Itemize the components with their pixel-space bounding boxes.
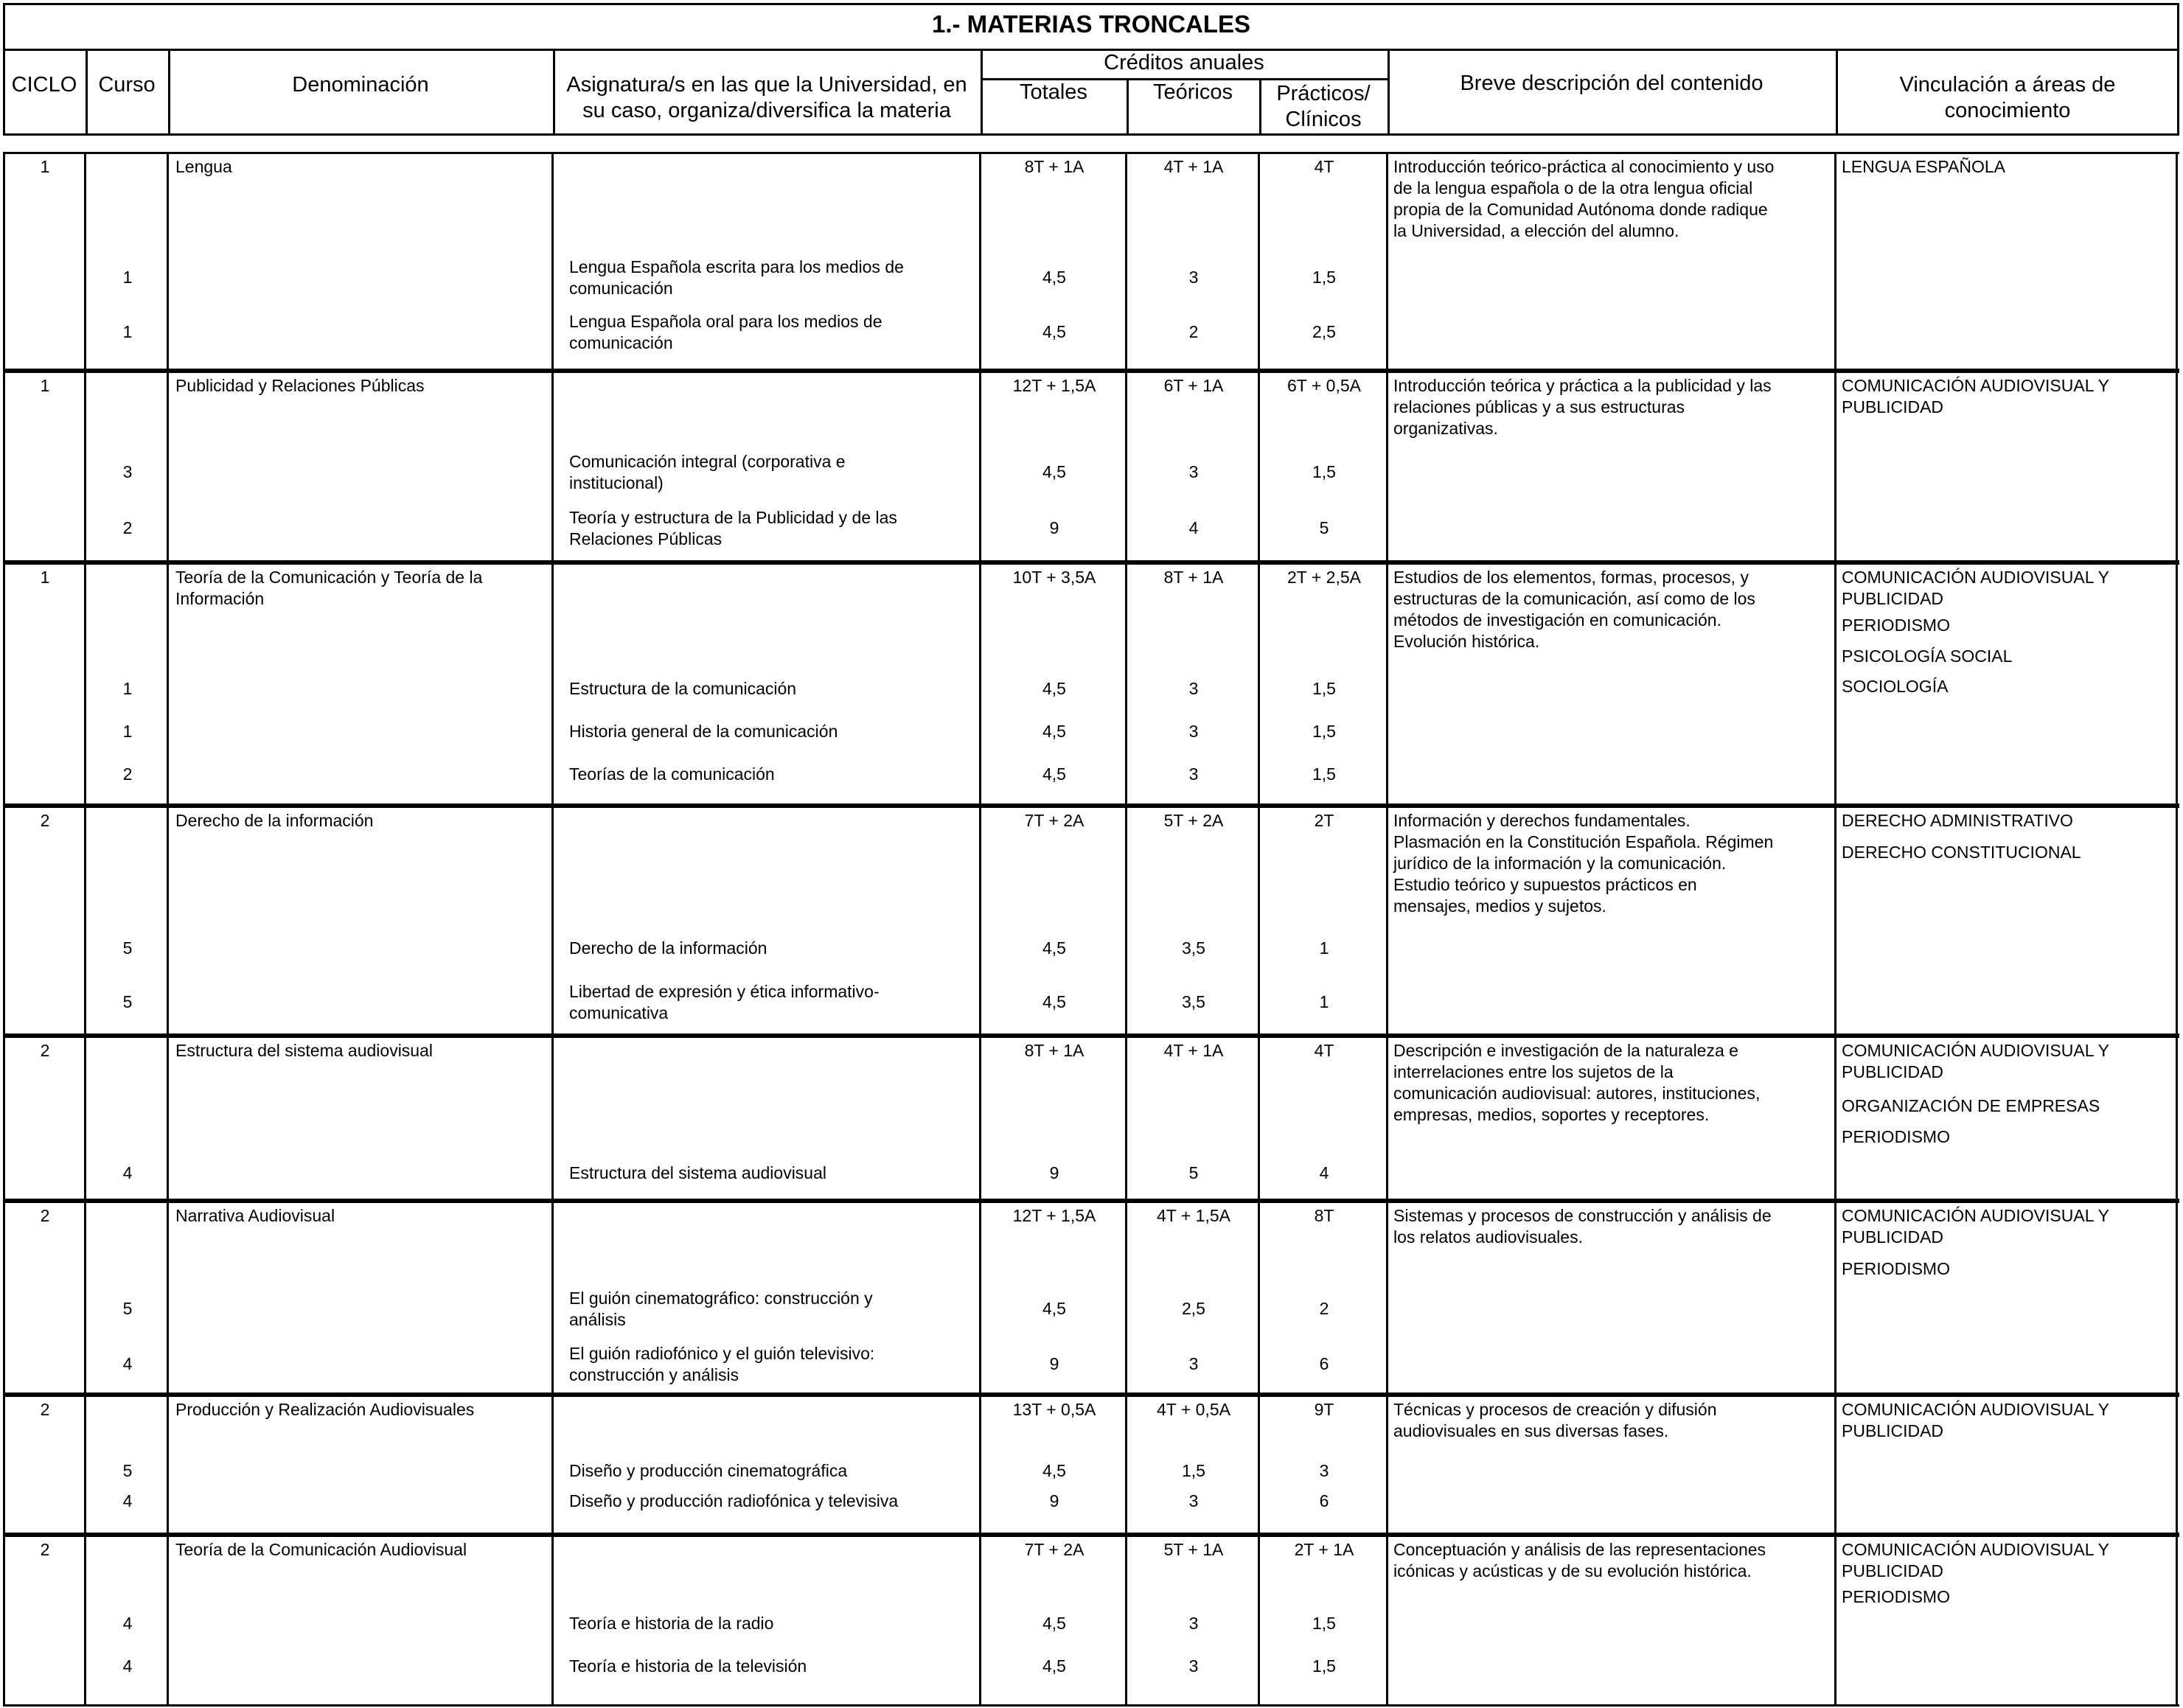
asignatura-name: Derecho de la información <box>569 938 767 958</box>
creditos-practicos: 9T <box>1314 1400 1334 1419</box>
ciclo-cell: 2 <box>40 1041 50 1060</box>
column-divider <box>1834 1535 1836 1707</box>
header-curso: Curso <box>98 73 156 97</box>
subject-curso: 5 <box>122 938 133 958</box>
column-divider <box>2176 562 2178 806</box>
column-divider <box>1834 1395 1836 1535</box>
row-border-top <box>3 562 2179 565</box>
column-divider <box>1125 806 1127 1036</box>
column-divider <box>84 1201 86 1395</box>
column-divider <box>1386 1036 1388 1201</box>
column-divider <box>551 1395 554 1535</box>
subject-curso: 5 <box>122 1461 133 1480</box>
page-title: 1.- MATERIAS TRONCALES <box>931 10 1251 38</box>
column-divider <box>1258 152 1260 371</box>
column-divider <box>1258 1201 1260 1395</box>
subject-teoricos: 3 <box>1188 1614 1199 1633</box>
materia-denominacion: Lengua <box>175 157 232 176</box>
subject-curso: 1 <box>122 268 133 287</box>
creditos-totales: 8T + 1A <box>1024 1041 1084 1060</box>
column-divider <box>84 152 86 371</box>
header-border-bottom <box>3 133 2179 136</box>
asignatura-name: Historia general de la comunicación <box>569 722 838 741</box>
column-divider <box>1258 806 1260 1036</box>
asignatura-name: El guión cinematográfico: construcción y análisis <box>569 1289 873 1329</box>
column-divider <box>1834 1036 1836 1201</box>
column-divider <box>1258 1036 1260 1201</box>
column-divider <box>551 806 554 1036</box>
subject-curso: 5 <box>122 1299 133 1318</box>
column-divider <box>1125 1201 1127 1395</box>
materia-denominacion: Narrativa Audiovisual <box>175 1206 335 1225</box>
column-divider <box>1834 371 1836 562</box>
subject-practicos: 1,5 <box>1312 268 1336 287</box>
column-divider <box>1125 1535 1127 1707</box>
column-divider <box>979 1535 981 1707</box>
header-ciclo: CICLO <box>11 73 77 97</box>
descripcion-contenido: Introducción teórico-práctica al conocimiento y uso de la lengua española o de la otra lengua oficial propia de la Comunidad Autónoma donde radique la Universidad, a elección del alumno. <box>1393 157 1775 240</box>
subject-teoricos: 3 <box>1188 462 1199 481</box>
descripcion-contenido: Estudios de los elementos, formas, procesos, y estructuras de la comunicación, así como de los métodos de investigación en comunicación. Evolución histórica. <box>1393 568 1755 651</box>
subject-practicos: 1,5 <box>1312 462 1336 481</box>
subject-curso: 4 <box>122 1163 133 1182</box>
area-conocimiento: PERIODISMO <box>1842 1259 1950 1278</box>
subject-practicos: 1,5 <box>1312 722 1336 741</box>
column-divider <box>3 1036 5 1201</box>
subject-teoricos: 4 <box>1188 518 1199 537</box>
subject-totales: 4,5 <box>1042 462 1066 481</box>
subject-curso: 4 <box>122 1656 133 1676</box>
column-divider <box>979 806 981 1036</box>
column-divider <box>2176 806 2178 1036</box>
column-divider <box>84 1535 86 1707</box>
header-denominacion: Denominación <box>292 73 429 97</box>
asignatura-name: Comunicación integral (corporativa e institucional) <box>569 452 846 492</box>
column-divider <box>2176 1201 2178 1395</box>
asignatura-name: Lengua Española oral para los medios de comunicación <box>569 312 882 352</box>
materia-denominacion: Teoría de la Comunicación Audiovisual <box>175 1540 467 1559</box>
column-divider <box>84 562 86 806</box>
subject-teoricos: 3 <box>1188 722 1199 741</box>
subject-practicos: 1 <box>1319 992 1329 1011</box>
subject-totales: 4,5 <box>1042 992 1066 1011</box>
creditos-teoricos: 8T + 1A <box>1163 568 1224 587</box>
asignatura-name: Estructura del sistema audiovisual <box>569 1163 826 1182</box>
subject-teoricos: 2,5 <box>1182 1299 1205 1318</box>
subject-curso: 1 <box>122 322 133 341</box>
area-conocimiento: LENGUA ESPAÑOLA <box>1842 157 2005 176</box>
column-divider <box>979 1036 981 1201</box>
column-divider <box>2176 1036 2178 1201</box>
subject-teoricos: 3 <box>1188 1354 1199 1373</box>
column-divider <box>1834 562 1836 806</box>
area-conocimiento: COMUNICACIÓN AUDIOVISUAL Y PUBLICIDAD <box>1842 1400 2109 1440</box>
row-border-bottom <box>3 1704 2179 1707</box>
row-border-top <box>3 806 2179 808</box>
column-divider <box>551 1535 554 1707</box>
asignatura-name: Diseño y producción radiofónica y televisiva <box>569 1491 899 1510</box>
header-creditos-anuales: Créditos anuales <box>1104 51 1264 74</box>
creditos-totales: 7T + 2A <box>1024 811 1084 830</box>
column-divider <box>3 562 5 806</box>
subject-curso: 4 <box>122 1491 133 1510</box>
creditos-teoricos: 6T + 1A <box>1163 376 1224 395</box>
header-vinculacion: Vinculación a áreas de conocimiento <box>1899 73 2116 122</box>
column-divider <box>84 371 86 562</box>
ciclo-cell: 2 <box>40 1400 50 1419</box>
creditos-practicos: 2T + 1A <box>1294 1540 1354 1559</box>
subject-totales: 9 <box>1049 518 1059 537</box>
column-divider <box>3 806 5 1036</box>
ciclo-cell: 1 <box>40 568 50 587</box>
column-divider <box>979 1395 981 1535</box>
column-divider <box>2176 152 2178 371</box>
subject-totales: 4,5 <box>1042 1299 1066 1318</box>
descripcion-contenido: Conceptuación y análisis de las representaciones icónicas y acústicas y de su evolución histórica. <box>1393 1540 1766 1580</box>
area-conocimiento: COMUNICACIÓN AUDIOVISUAL Y PUBLICIDAD <box>1842 1206 2109 1247</box>
materia-denominacion: Publicidad y Relaciones Públicas <box>175 376 425 395</box>
subject-curso: 5 <box>122 992 133 1011</box>
column-divider <box>1125 1395 1127 1535</box>
area-conocimiento: COMUNICACIÓN AUDIOVISUAL Y PUBLICIDAD <box>1842 1041 2109 1081</box>
subject-curso: 2 <box>122 764 133 784</box>
column-divider <box>84 806 86 1036</box>
subject-teoricos: 2 <box>1188 322 1199 341</box>
subject-curso: 1 <box>122 722 133 741</box>
asignatura-name: Teoría y estructura de la Publicidad y de las Relaciones Públicas <box>569 508 897 548</box>
column-divider <box>1386 1201 1388 1395</box>
ciclo-cell: 1 <box>40 376 50 395</box>
column-divider <box>1125 371 1127 562</box>
subject-totales: 9 <box>1049 1354 1059 1373</box>
column-divider <box>551 1201 554 1395</box>
subject-practicos: 1 <box>1319 938 1329 958</box>
column-divider <box>1258 1535 1260 1707</box>
creditos-totales: 13T + 0,5A <box>1012 1400 1096 1419</box>
column-divider <box>2176 1535 2178 1707</box>
row-border-top <box>3 1395 2179 1397</box>
area-conocimiento: COMUNICACIÓN AUDIOVISUAL Y PUBLICIDAD <box>1842 1540 2109 1580</box>
creditos-practicos: 4T <box>1314 1041 1334 1060</box>
column-divider <box>167 562 169 806</box>
column-divider <box>1834 152 1836 371</box>
descripcion-contenido: Técnicas y procesos de creación y difusión audiovisuales en sus diversas fases. <box>1393 1400 1717 1440</box>
materia-denominacion: Producción y Realización Audiovisuales <box>175 1400 475 1419</box>
creditos-practicos: 2T <box>1314 811 1334 830</box>
creditos-practicos: 2T + 2,5A <box>1287 568 1361 587</box>
header-teoricos: Teóricos <box>1153 80 1233 104</box>
subject-practicos: 1,5 <box>1312 679 1336 698</box>
subject-totales: 4,5 <box>1042 1656 1066 1676</box>
area-conocimiento: PERIODISMO <box>1842 616 1950 635</box>
creditos-teoricos: 4T + 1A <box>1163 157 1224 176</box>
column-divider <box>84 1395 86 1535</box>
area-conocimiento: COMUNICACIÓN AUDIOVISUAL Y PUBLICIDAD <box>1842 376 2109 416</box>
subject-practicos: 5 <box>1319 518 1329 537</box>
area-conocimiento: PSICOLOGÍA SOCIAL <box>1842 646 2013 666</box>
creditos-practicos: 4T <box>1314 157 1334 176</box>
asignatura-name: Teorías de la comunicación <box>569 764 775 784</box>
descripcion-contenido: Sistemas y procesos de construcción y análisis de los relatos audiovisuales. <box>1393 1206 1772 1247</box>
descripcion-contenido: Introducción teórica y práctica a la publicidad y las relaciones públicas y a sus estructuras organizativas. <box>1393 376 1772 438</box>
column-divider <box>1125 152 1127 371</box>
creditos-totales: 8T + 1A <box>1024 157 1084 176</box>
creditos-totales: 12T + 1,5A <box>1012 1206 1096 1225</box>
row-border-top <box>3 152 2179 154</box>
row-border-top <box>3 371 2179 373</box>
column-divider <box>1258 1395 1260 1535</box>
creditos-teoricos: 5T + 2A <box>1163 811 1224 830</box>
column-divider <box>167 1036 169 1201</box>
ciclo-cell: 2 <box>40 811 50 830</box>
header-practicos: Prácticos/ Clínicos <box>1276 82 1371 131</box>
column-divider <box>979 1201 981 1395</box>
column-divider <box>2176 1395 2178 1535</box>
creditos-practicos: 8T <box>1314 1206 1334 1225</box>
column-divider <box>1125 1036 1127 1201</box>
asignatura-name: El guión radiofónico y el guión televisivo: construcción y análisis <box>569 1344 875 1384</box>
subject-totales: 4,5 <box>1042 679 1066 698</box>
subject-practicos: 3 <box>1319 1461 1329 1480</box>
subject-teoricos: 3 <box>1188 764 1199 784</box>
column-divider <box>3 1395 5 1535</box>
column-divider <box>979 152 981 371</box>
column-divider <box>1258 562 1260 806</box>
subject-curso: 1 <box>122 679 133 698</box>
subject-totales: 4,5 <box>1042 722 1066 741</box>
column-divider <box>167 1535 169 1707</box>
subject-totales: 9 <box>1049 1163 1059 1182</box>
subject-teoricos: 3 <box>1188 679 1199 698</box>
ciclo-cell: 2 <box>40 1206 50 1225</box>
row-border-top <box>3 1201 2179 1203</box>
column-divider <box>167 1395 169 1535</box>
subject-totales: 4,5 <box>1042 938 1066 958</box>
subject-practicos: 4 <box>1319 1163 1329 1182</box>
asignatura-name: Lengua Española escrita para los medios de comunicación <box>569 257 904 298</box>
area-conocimiento: ORGANIZACIÓN DE EMPRESAS <box>1842 1096 2100 1115</box>
column-divider <box>551 1036 554 1201</box>
descripcion-contenido: Información y derechos fundamentales. Plasmación en la Constitución Española. Régimen jurídico de la información y la comunicación. Estudio teórico y supuestos prácticos en mensajes, medios y sujetos. <box>1393 811 1774 916</box>
column-divider <box>1386 806 1388 1036</box>
column-divider <box>1258 371 1260 562</box>
column-divider <box>979 562 981 806</box>
area-conocimiento: DERECHO CONSTITUCIONAL <box>1842 843 2081 862</box>
subject-totales: 4,5 <box>1042 1461 1066 1480</box>
subject-teoricos: 1,5 <box>1182 1461 1205 1480</box>
column-divider <box>3 152 5 371</box>
subject-curso: 4 <box>122 1614 133 1633</box>
creditos-totales: 10T + 3,5A <box>1012 568 1096 587</box>
subject-curso: 2 <box>122 518 133 537</box>
area-conocimiento: SOCIOLOGÍA <box>1842 677 1949 696</box>
area-conocimiento: DERECHO ADMINISTRATIVO <box>1842 811 2073 830</box>
subject-practicos: 1,5 <box>1312 764 1336 784</box>
area-conocimiento: PERIODISMO <box>1842 1127 1950 1146</box>
creditos-teoricos: 5T + 1A <box>1163 1540 1224 1559</box>
creditos-teoricos: 4T + 1,5A <box>1157 1206 1230 1225</box>
subject-practicos: 6 <box>1319 1491 1329 1510</box>
subject-teoricos: 3 <box>1188 268 1199 287</box>
header-asignaturas: Asignatura/s en las que la Universidad, en su caso, organiza/diversifica la materia <box>566 73 967 122</box>
subject-totales: 4,5 <box>1042 322 1066 341</box>
subject-teoricos: 3,5 <box>1182 992 1205 1011</box>
column-divider <box>1834 1201 1836 1395</box>
column-divider <box>551 371 554 562</box>
row-border-top <box>3 1036 2179 1038</box>
column-divider <box>1386 152 1388 371</box>
asignatura-name: Diseño y producción cinematográfica <box>569 1461 848 1480</box>
subject-totales: 4,5 <box>1042 764 1066 784</box>
creditos-teoricos: 4T + 1A <box>1163 1041 1224 1060</box>
subject-practicos: 1,5 <box>1312 1656 1336 1676</box>
asignatura-name: Estructura de la comunicación <box>569 679 797 698</box>
area-conocimiento: PERIODISMO <box>1842 1587 1950 1606</box>
column-divider <box>551 152 554 371</box>
subject-practicos: 1,5 <box>1312 1614 1336 1633</box>
creditos-practicos: 6T + 0,5A <box>1287 376 1361 395</box>
column-divider <box>551 562 554 806</box>
column-divider <box>167 152 169 371</box>
column-divider <box>3 1201 5 1395</box>
subject-teoricos: 3 <box>1188 1491 1199 1510</box>
column-divider <box>84 1036 86 1201</box>
column-divider <box>1386 371 1388 562</box>
column-divider <box>1834 806 1836 1036</box>
asignatura-name: Libertad de expresión y ética informativo- comunicativa <box>569 982 880 1022</box>
column-divider <box>1386 562 1388 806</box>
subject-curso: 4 <box>122 1354 133 1373</box>
header-totales: Totales <box>1020 80 1087 104</box>
row-border-top <box>3 1535 2179 1537</box>
descripcion-contenido: Descripción e investigación de la naturaleza e interrelaciones entre los sujetos de la comunicación audiovisual: autores, instituciones, empresas, medios, soportes y receptores. <box>1393 1041 1761 1124</box>
subject-practicos: 2,5 <box>1312 322 1336 341</box>
asignatura-name: Teoría e historia de la radio <box>569 1614 774 1633</box>
column-divider <box>1386 1535 1388 1707</box>
column-divider <box>167 1201 169 1395</box>
subject-teoricos: 3,5 <box>1182 938 1205 958</box>
column-divider <box>979 371 981 562</box>
creditos-totales: 12T + 1,5A <box>1012 376 1096 395</box>
column-divider <box>167 371 169 562</box>
header-descripcion: Breve descripción del contenido <box>1460 72 1764 95</box>
subject-curso: 3 <box>122 462 133 481</box>
column-divider <box>2176 371 2178 562</box>
creditos-teoricos: 4T + 0,5A <box>1157 1400 1230 1419</box>
subject-totales: 9 <box>1049 1491 1059 1510</box>
column-divider <box>167 806 169 1036</box>
subject-totales: 4,5 <box>1042 268 1066 287</box>
subject-totales: 4,5 <box>1042 1614 1066 1633</box>
materia-denominacion: Teoría de la Comunicación y Teoría de la Información <box>175 568 483 608</box>
materia-denominacion: Derecho de la información <box>175 811 374 830</box>
area-conocimiento: COMUNICACIÓN AUDIOVISUAL Y PUBLICIDAD <box>1842 568 2109 608</box>
column-divider <box>3 371 5 562</box>
column-divider <box>1386 1395 1388 1535</box>
column-divider <box>1125 562 1127 806</box>
ciclo-cell: 1 <box>40 157 50 176</box>
subject-practicos: 2 <box>1319 1299 1329 1318</box>
subject-teoricos: 3 <box>1188 1656 1199 1676</box>
ciclo-cell: 2 <box>40 1540 50 1559</box>
column-divider <box>3 1535 5 1707</box>
subject-teoricos: 5 <box>1188 1163 1199 1182</box>
materia-denominacion: Estructura del sistema audiovisual <box>175 1041 433 1060</box>
asignatura-name: Teoría e historia de la televisión <box>569 1656 807 1676</box>
subject-practicos: 6 <box>1319 1354 1329 1373</box>
creditos-totales: 7T + 2A <box>1024 1540 1084 1559</box>
